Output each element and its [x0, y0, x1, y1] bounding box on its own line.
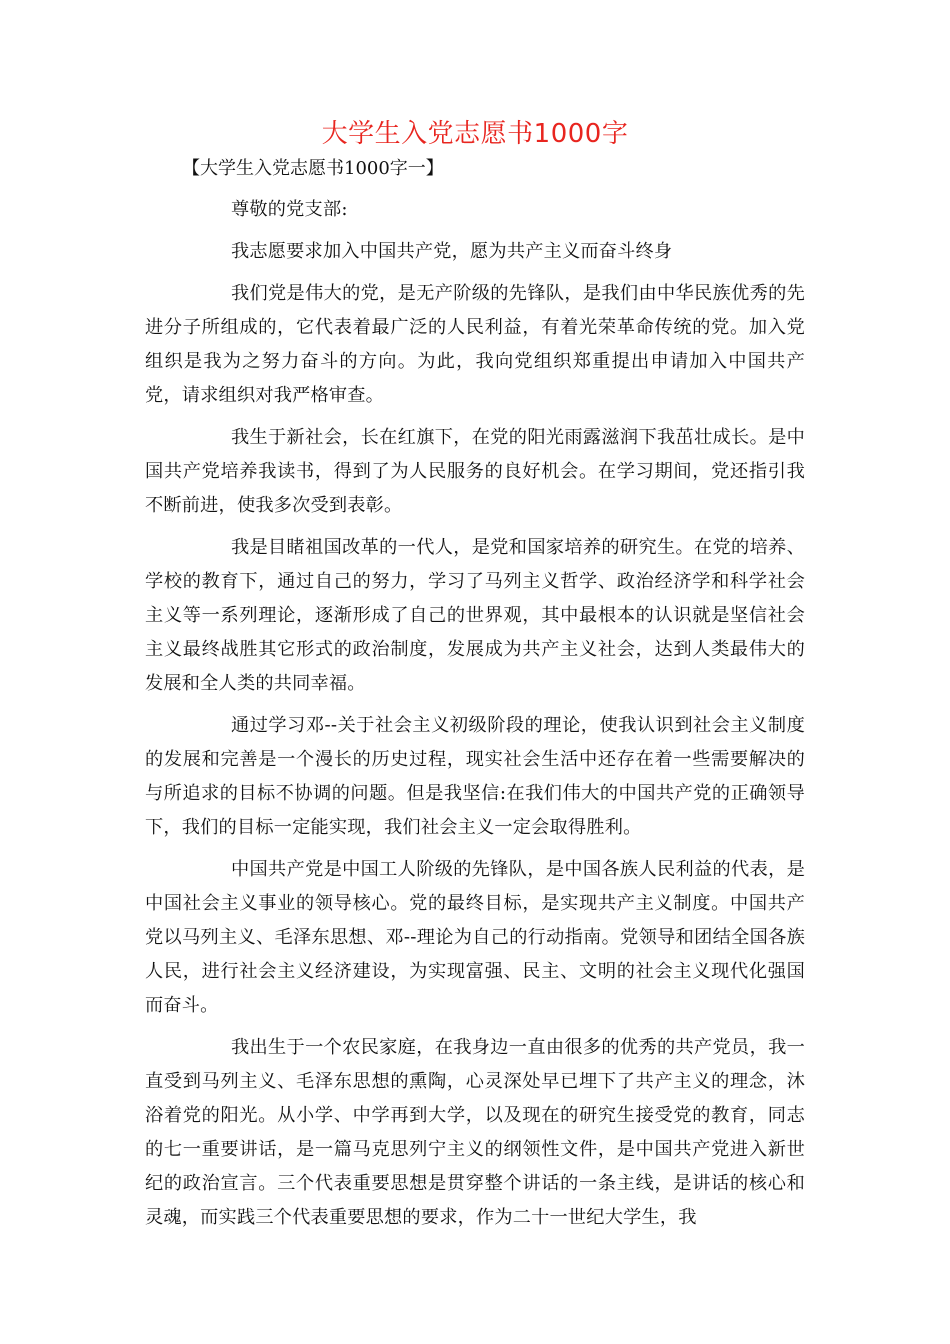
paragraph: 我出生于一个农民家庭，在我身边一直由很多的优秀的共产党员，我一直受到马列主义、毛泽东思想的熏陶，心灵深处早已埋下了共产主义的理念，沐浴着党的阳光。从小学、中学再到大学，以及现在的研究生接受党的教育，同志的七一重要讲话，是一篇马克思列宁主义的纲领性文件，是中国共产党进入新世纪的政治宣言。三个代表重要思想是贯穿整个讲话的一条主线，是讲话的核心和灵魂，而实践三个代表重要思想的要求，作为二十一世纪大学生，我 — [145, 1037, 805, 1228]
document-body — [145, 193, 805, 1243]
document-title: 大学生入党志愿书1000字 — [321, 119, 629, 149]
paragraph: 中国共产党是中国工人阶级的先锋队，是中国各族人民利益的代表，是中国社会主义事业的领导核心。党的最终目标，是实现共产主义制度。中国共产党以马列主义、毛泽东思想、邓--理论为自己的行动指南。党领导和团结全国各族人民，进行社会主义经济建设，为实现富强、民主、文明的社会主义现代化强国而奋斗。 — [145, 859, 805, 1016]
section-heading: 【大学生入党志愿书1000字一】 — [182, 158, 444, 179]
paragraph: 我是目睹祖国改革的一代人，是党和国家培养的研究生。在党的培养、学校的教育下，通过自己的努力，学习了马列主义哲学、政治经济学和科学社会主义等一系列理论，逐渐形成了自己的世界观，其中最根本的认识就是坚信社会主义最终战胜其它形式的政治制度，发展成为共产主义社会，达到人类最伟大的发展和全人类的共同幸福。 — [145, 537, 805, 694]
paragraph: 我们党是伟大的党，是无产阶级的先锋队，是我们由中华民族优秀的先进分子所组成的，它代表着最广泛的人民利益，有着光荣革命传统的党。加入党组织是我为之努力奋斗的方向。为此，我向党组织郑重提出申请加入中国共产党，请求组织对我严格审查。 — [145, 283, 805, 406]
paragraph: 通过学习邓--关于社会主义初级阶段的理论，使我认识到社会主义制度的发展和完善是一个漫长的历史过程，现实社会生活中还存在着一些需要解决的与所追求的目标不协调的问题。但是我坚信:在我们伟大的中国共产党的正确领导下，我们的目标一定能实现，我们社会主义一定会取得胜利。 — [145, 715, 805, 838]
paragraph: 我志愿要求加入中国共产党，愿为共产主义而奋斗终身 — [231, 241, 673, 262]
salutation: 尊敬的党支部: — [231, 199, 348, 220]
paragraph: 我生于新社会，长在红旗下，在党的阳光雨露滋润下我茁壮成长。是中国共产党培养我读书，得到了为人民服务的良好机会。在学习期间，党还指引我不断前进，使我多次受到表彰。 — [145, 427, 805, 516]
